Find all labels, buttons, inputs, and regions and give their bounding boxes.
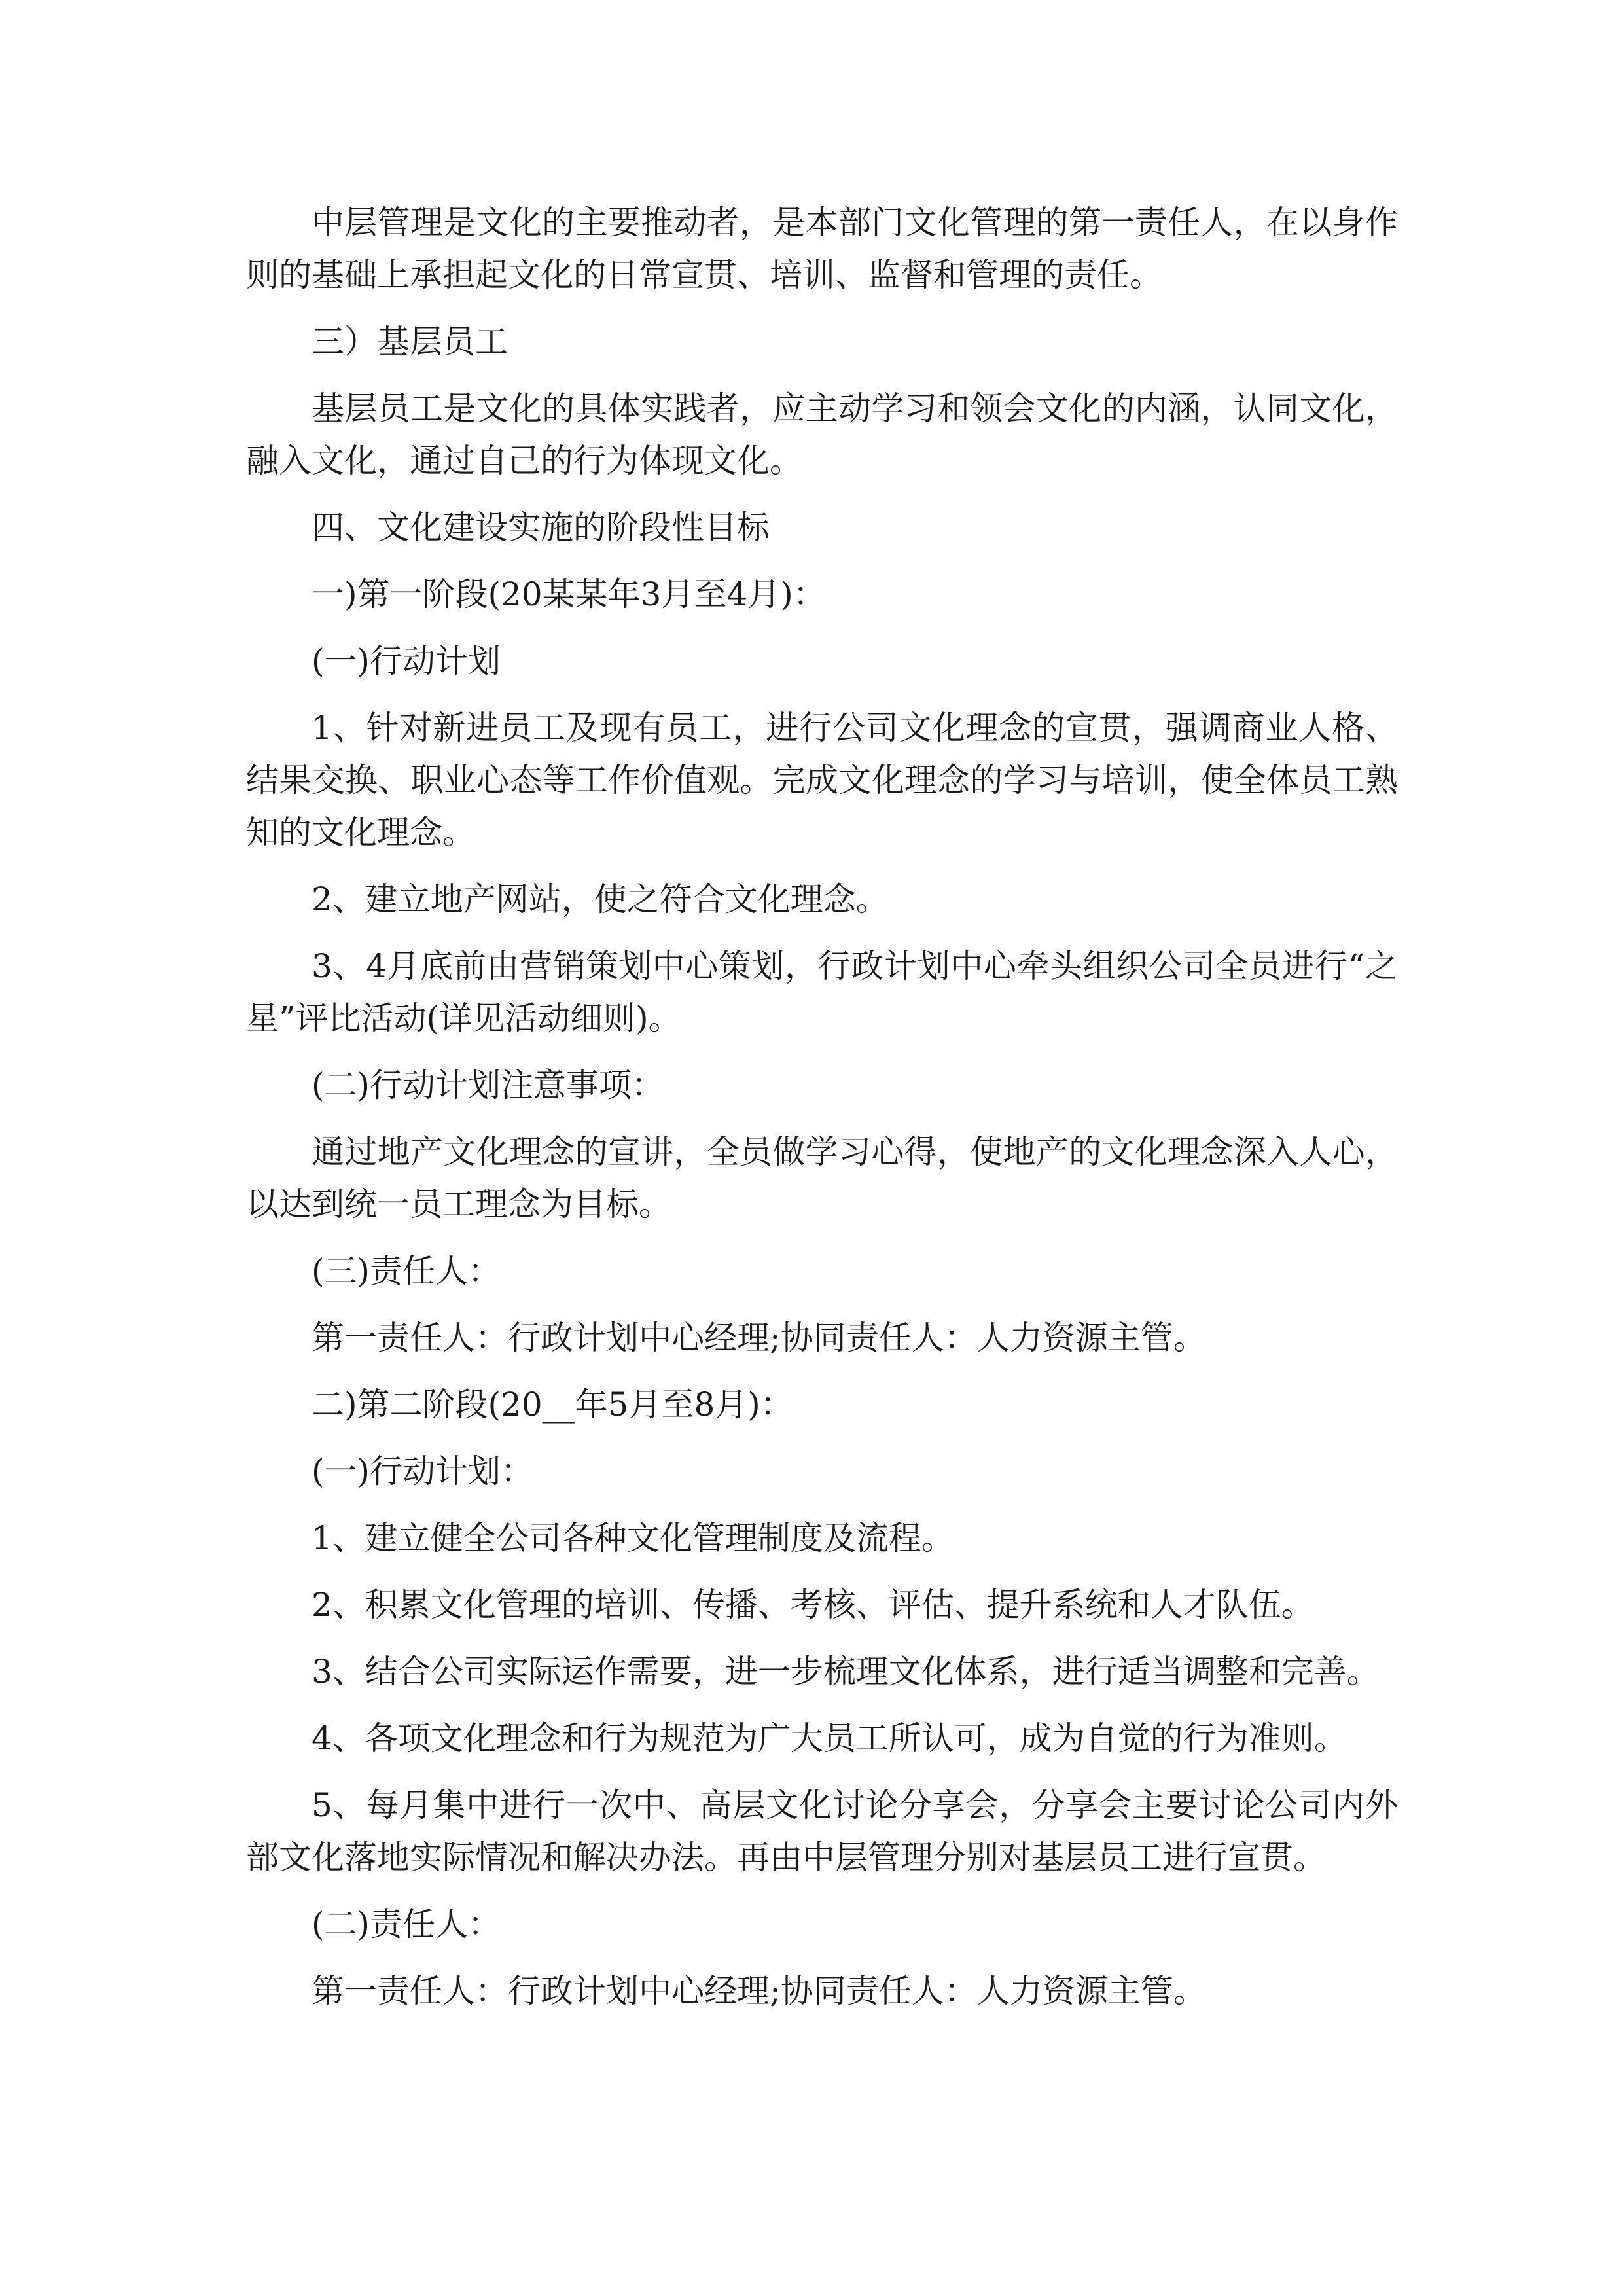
list-item-1: 1、针对新进员工及现有员工，进行公司文化理念的宣贯，强调商业人格、结果交换、职业心态等工作价值观。完成文化理念的学习与培训，使全体员工熟知的文化理念。 xyxy=(246,709,1398,852)
list-item-2: 2、建立地产网站，使之符合文化理念。 xyxy=(312,880,889,918)
paragraph-responsible-2: 第一责任人：行政计划中心经理;协同责任人：人力资源主管。 xyxy=(312,1972,1206,2010)
subheading-action-plan-1: (一)行动计划 xyxy=(312,642,501,680)
list-item-2-5: 5、每月集中进行一次中、高层文化讨论分享会，分享会主要讨论公司内外部文化落地实际情况和解决办法。再由中层管理分别对基层员工进行宣贯。 xyxy=(246,1786,1398,1876)
list-item-3: 3、4月底前由营销策划中心策划，行政计划中心牵头组织公司全员进行“之星”评比活动(详见活动细则)。 xyxy=(246,947,1398,1037)
document-body xyxy=(246,196,1398,2032)
paragraph-3: 基层员工是文化的具体实践者，应主动学习和领会文化的内涵，认同文化，融入文化，通过自己的行为体现文化。 xyxy=(246,389,1398,480)
list-item-2-1: 1、建立健全公司各种文化管理制度及流程。 xyxy=(312,1519,954,1557)
subheading-responsible-1: (三)责任人： xyxy=(312,1252,501,1290)
heading-phase-2: 二)第二阶段(20__年5月至8月)： xyxy=(312,1386,793,1424)
subheading-notes: (二)行动计划注意事项： xyxy=(312,1066,665,1104)
list-item-2-4: 4、各项文化理念和行为规范为广大员工所认可，成为自觉的行为准则。 xyxy=(312,1719,1347,1757)
paragraph-responsible-1: 第一责任人：行政计划中心经理;协同责任人：人力资源主管。 xyxy=(312,1319,1206,1357)
heading-phase-1: 一)第一阶段(20某某年3月至4月)： xyxy=(312,575,826,613)
paragraph-notes: 通过地产文化理念的宣讲，全员做学习心得，使地产的文化理念深入人心，以达到统一员工理念为目标。 xyxy=(246,1133,1398,1223)
list-item-2-3: 3、结合公司实际运作需要，进一步梳理文化体系，进行适当调整和完善。 xyxy=(312,1653,1380,1691)
subheading-action-plan-2: (一)行动计划： xyxy=(312,1452,534,1490)
subheading-responsible-2: (二)责任人： xyxy=(312,1905,501,1943)
list-item-2-2: 2、积累文化管理的培训、传播、考核、评估、提升系统和人才队伍。 xyxy=(312,1586,1314,1624)
paragraph-1: 中层管理是文化的主要推动者，是本部门文化管理的第一责任人，在以身作则的基础上承担起文化的日常宣贯、培训、监督和管理的责任。 xyxy=(246,204,1398,294)
heading-3-grassroots-staff: 三）基层员工 xyxy=(312,323,508,361)
heading-4-phase-goals: 四、文化建设实施的阶段性目标 xyxy=(312,509,770,547)
